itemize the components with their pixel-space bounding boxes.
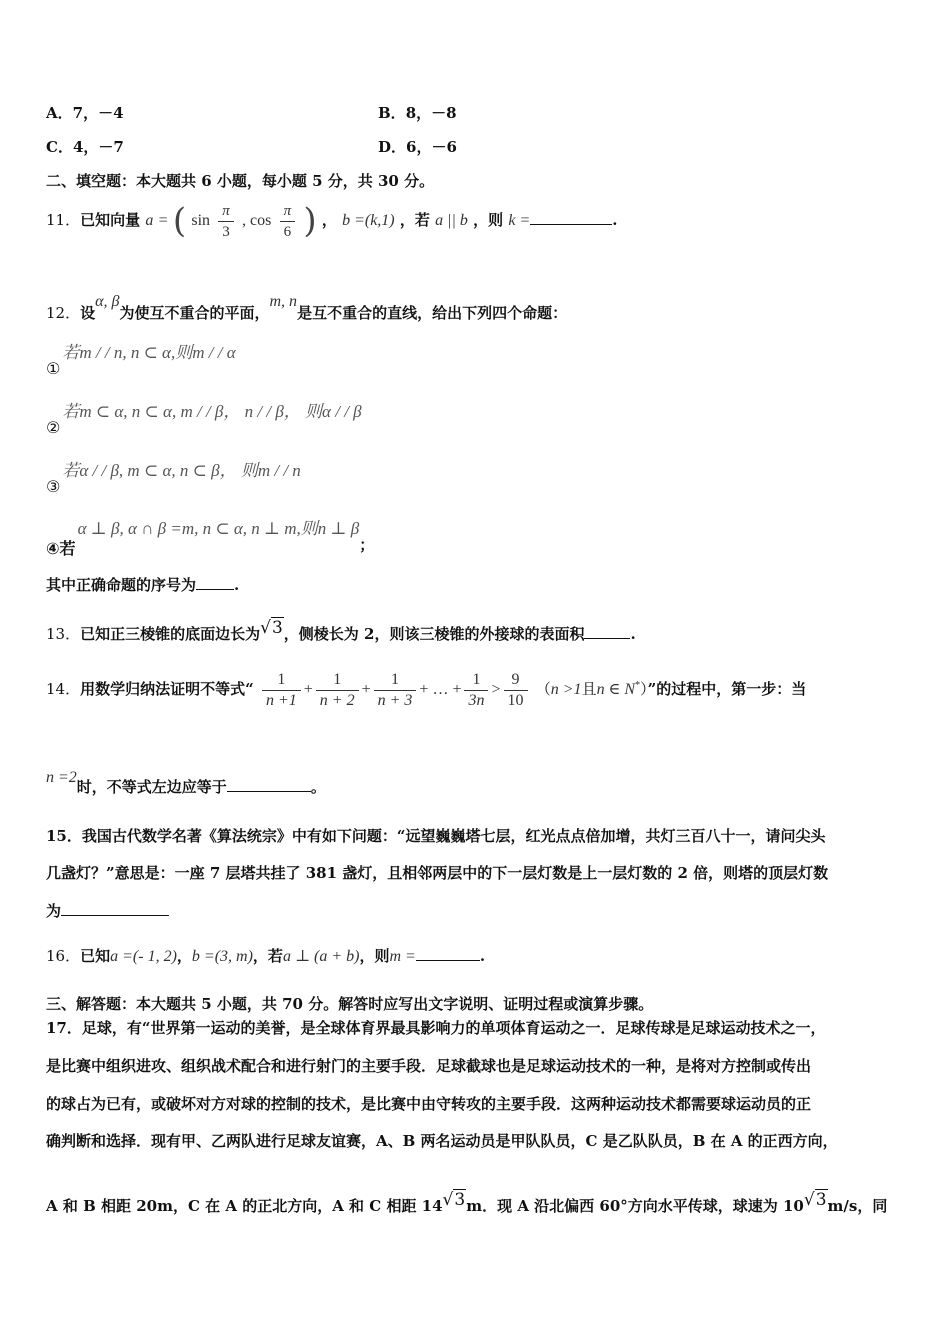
right-paren: ) [303, 201, 317, 241]
q11-fraction-pi-6 [280, 201, 296, 242]
q16-ruo: ，若 [252, 947, 283, 965]
proposition-3 [46, 456, 301, 496]
q17-sqrt2: √3 [803, 1190, 827, 1210]
q14-gt: > [491, 681, 501, 698]
q16-lead: 已知 [80, 947, 111, 965]
q14-f4-den: 3n [468, 691, 485, 709]
p4-text: α ⊥ β, α ∩ β =m, n ⊂ α, n ⊥ m,则n ⊥ β [77, 519, 360, 538]
q14-ten: 10 [507, 691, 524, 709]
section2-heading: 二、填空题：本大题共 6 小题，每小题 5 分，共 30 分。 [46, 172, 435, 190]
option-c [46, 137, 124, 157]
q13-text1: 已知正三棱锥的底面边长为 [80, 625, 261, 643]
q11-equals: = [158, 212, 168, 229]
q14-plus1: + [303, 681, 313, 698]
question-12 [46, 292, 567, 323]
q12-m-n: m, n [269, 293, 298, 310]
question-13 [46, 618, 636, 644]
q16-b-expr: b =(3, m) [191, 948, 253, 965]
q12-conclusion-text: 其中正确命题的序号为 [46, 576, 197, 594]
q11-vector-b: b =(k,1) [342, 212, 395, 229]
q17-line5c: m/s，同 [827, 1197, 888, 1215]
q17-line5a: A 和 B 相距 20m，C 在 A 的正北方向，A 和 C 相距 14 [46, 1197, 443, 1215]
q12-alpha-beta: α, β [95, 293, 120, 310]
q11-k-eq: k = [508, 212, 531, 229]
proposition-2 [46, 397, 362, 437]
q11-answer-blank[interactable] [530, 210, 612, 225]
q14-cond1: n >1 [550, 681, 582, 698]
q11-ruo: ，若 [399, 211, 430, 229]
option-c-value: 4，－7 [72, 138, 124, 156]
q13-text2: ，侧棱长为 2，则该三棱锥的外接球的表面积 [283, 625, 585, 643]
q14-text2: ”的过程中，第一步：当 [647, 680, 807, 698]
q14-f4-num: 1 [464, 670, 488, 691]
question-16 [46, 946, 485, 967]
q16-a-expr: a =(- 1, 2) [110, 948, 177, 965]
option-b [378, 103, 457, 123]
q11-end: . [612, 211, 618, 229]
q14-cond-open: （ [535, 680, 551, 698]
proposition-1 [46, 338, 236, 378]
left-paren: ( [172, 201, 187, 241]
q11-parallel: a || b [435, 212, 468, 229]
q17-line1: 17．足球，有“世界第一运动的美誉，是全球体育界最具影响力的单项体育运动之一．足球传球是足球运动技术之一， [46, 1019, 826, 1037]
q14-frac4 [464, 670, 488, 711]
p4-mark: ④若 [46, 539, 76, 558]
q17-line5b: m．现 A 沿北偏西 60°方向水平传球，球速为 10 [466, 1197, 804, 1215]
q17-sqrt1: √3 [442, 1190, 466, 1210]
question-14 [46, 664, 806, 712]
q15-line1: 15．我国古代数学名著《算法统宗》中有如下问题：“远望巍巍塔七层，红光点点倍加增，共灯三百八十一，请问尖头 [46, 827, 826, 845]
q14-f2-den: n + 2 [319, 691, 355, 709]
option-a-value: 7，－4 [72, 104, 124, 122]
option-c-label: C． [46, 138, 73, 156]
option-b-value: 8，－8 [405, 104, 457, 122]
q14-number: 14． [46, 680, 81, 698]
q13-answer-blank[interactable] [584, 624, 630, 639]
q16-sep: ， [176, 947, 192, 965]
q15-answer-blank[interactable] [61, 901, 169, 916]
q16-end: . [479, 947, 486, 965]
q11-cos: , cos [242, 212, 272, 229]
q14-frac2 [316, 670, 359, 711]
q11-vector-a: a [145, 212, 154, 229]
q17-line2: 是比赛中组织进攻、组织战术配合和进行射门的主要手段．足球截球也是足球运动技术的一种，是将对方控制或传出 [46, 1057, 812, 1075]
q14-frac-9-10 [504, 670, 528, 711]
p3-text: 若α / / β, m ⊂ α, n ⊂ β， 则m / / n [62, 461, 301, 480]
q13-radicand: 3 [271, 618, 283, 638]
q16-number: 16． [46, 947, 81, 965]
q11-frac2-num: π [280, 201, 296, 222]
q16-answer-blank[interactable] [416, 946, 480, 961]
q17-line3: 的球占为已有，或破坏对方对球的控制的技术，是比赛中由守转攻的主要手段．这两种运动技术都需要球运动员的正 [46, 1095, 812, 1113]
q11-frac1-den: 3 [222, 223, 230, 240]
q17-radicand2: 3 [815, 1190, 827, 1210]
option-a-label: A． [46, 104, 73, 122]
q14-text3: 时，不等式左边应等于 [76, 778, 227, 796]
option-d-value: 6，－6 [406, 138, 457, 156]
option-d [378, 137, 457, 157]
option-b-label: B． [378, 104, 406, 122]
q14-text1: 用数学归纳法证明不等式“ [80, 680, 254, 698]
p2-mark: ② [46, 418, 61, 437]
q15-line3-text: 为 [46, 902, 62, 920]
q14-n-eq: n =2 [46, 769, 77, 786]
q14-nine: 9 [504, 670, 528, 691]
q11-fraction-pi-3 [218, 201, 234, 242]
option-d-label: D． [378, 138, 407, 156]
q14-f1-num: 1 [262, 670, 301, 691]
p4-end: ； [359, 536, 375, 554]
p1-mark: ① [46, 359, 61, 378]
q11-sep: ， [321, 211, 337, 229]
q12-answer-blank[interactable] [196, 575, 234, 590]
q11-sin: sin [191, 212, 211, 229]
q13-number: 13． [46, 625, 81, 643]
q11-number: 11． [46, 211, 81, 229]
proposition-4 [46, 514, 374, 559]
p3-mark: ③ [46, 477, 61, 496]
q12-tail: 是互不重合的直线，给出下列四个命题： [297, 304, 568, 322]
p2-text: 若m ⊂ α, n ⊂ α, m / / β， n / / β， 则α / / β [62, 402, 362, 421]
q14-cond2: n ∈ N [596, 681, 636, 698]
q17-radicand1: 3 [454, 1190, 466, 1210]
q14-f1-den: n +1 [265, 691, 297, 709]
q14-frac3 [374, 670, 417, 711]
q14-f3-den: n + 3 [377, 691, 413, 709]
q11-lead: 已知向量 [80, 211, 141, 229]
question-11 [46, 200, 618, 242]
q16-perp: a ⊥ (a + b) [282, 948, 360, 965]
q11-frac1-num: π [218, 201, 234, 222]
q11-frac2-den: 6 [283, 223, 292, 240]
p1-text: 若m / / n, n ⊂ α,则m / / α [62, 343, 236, 362]
question-14-cont [46, 768, 326, 797]
q14-star: * [635, 680, 641, 691]
q16-m-eq: m = [389, 948, 416, 965]
q14-cond-close: ） [640, 680, 648, 698]
q14-plus2: + [361, 681, 371, 698]
q13-end: . [630, 625, 636, 643]
q14-frac1 [262, 670, 301, 711]
q17-line4: 确判断和选择．现有甲、乙两队进行足球友谊赛，A、B 两名运动员是甲队队员，C 是乙队队员，B 在 A 的正西方向， [46, 1132, 838, 1150]
q15-line2: 几盏灯？”意思是：一座 7 层塔共挂了 381 盏灯，且相邻两层中的下一层灯数是上一层灯数的 2 倍，则塔的顶层灯数 [46, 864, 829, 882]
q12-she: 设 [80, 304, 96, 322]
section3-heading: 三、解答题：本大题共 5 小题，共 70 分。解答时应写出文字说明、证明过程或演算步骤。 [46, 995, 654, 1013]
q14-dots: + … + [419, 681, 462, 698]
q14-f2-num: 1 [316, 670, 359, 691]
q12-conclusion-end: . [234, 576, 240, 594]
q14-cond-and: 且 [581, 680, 597, 698]
q12-conclusion [46, 575, 239, 595]
q13-sqrt: √3 [260, 618, 283, 638]
option-a [46, 103, 124, 123]
q11-ze: ，则 [473, 211, 504, 229]
q14-answer-blank[interactable] [227, 777, 311, 792]
q12-number: 12． [46, 304, 81, 322]
q14-f3-num: 1 [374, 670, 417, 691]
q17-line5 [46, 1190, 887, 1216]
q15-line3 [46, 901, 169, 921]
q16-ze: ，则 [359, 947, 390, 965]
q14-end: 。 [310, 778, 326, 796]
q12-mid: 为使互不重合的平面， [119, 304, 270, 322]
